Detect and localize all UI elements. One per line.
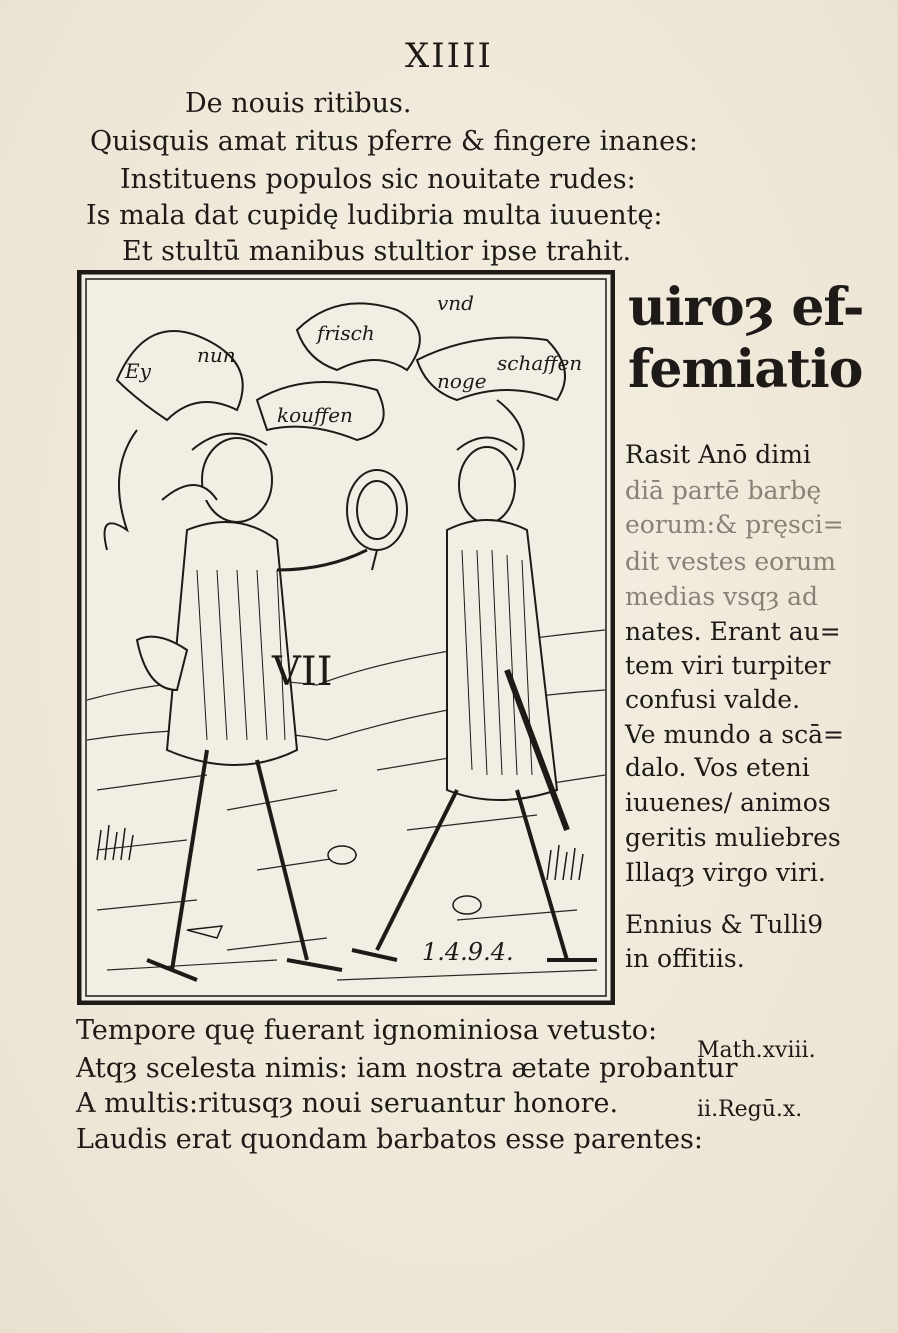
side-text-line: eorum:& pręsci= [625, 510, 844, 539]
side-text-line: Illaqȝ virgo viri. [625, 858, 826, 887]
side-text-line: dit vestes eorum [625, 547, 836, 576]
side-title: uiroȝ ef- [628, 277, 864, 338]
side-text-line: medias vsqȝ ad [625, 582, 819, 611]
side-text-line: iuuenes/ animos [625, 788, 831, 817]
folio-number: XIIII [405, 36, 493, 76]
verse-line: A multis:ritusqȝ noui seruantur honore. [76, 1088, 619, 1119]
scroll-text: frisch [317, 321, 375, 345]
side-text-line: confusi valde. [625, 685, 801, 714]
scroll-text: vnd [437, 291, 474, 315]
side-text-line: Ve mundo a scā= [625, 720, 844, 749]
scroll-text: kouffen [277, 403, 353, 427]
scroll-text: schaffen [497, 351, 583, 375]
side-text-line: tem viri turpiter [625, 651, 831, 680]
scroll-text: nun [197, 343, 236, 367]
verse-line: Laudis erat quondam barbatos esse parentes: [76, 1124, 703, 1155]
verse-line: Quisquis amat ritus pferre & fingere inanes: [90, 126, 699, 157]
woodcut-date: 1.4.9.4. [422, 938, 514, 966]
marginal-reference: Math.xviii. [697, 1038, 816, 1063]
side-citation: Ennius & Tulli9 [625, 910, 824, 939]
woodcut-illustration [77, 270, 615, 1005]
side-text-line: nates. Erant au= [625, 617, 841, 646]
side-text-line: diā partē barbę [625, 476, 822, 505]
verse-line: Instituens populos sic nouitate rudes: [120, 164, 636, 195]
verse-line: Atqȝ scelesta nimis: iam nostra ætate probantur [76, 1053, 738, 1084]
side-text-line: Rasit Anō dimi [625, 440, 811, 469]
woodcut-numeral: VII [272, 649, 333, 695]
side-text-line: dalo. Vos eteni [625, 753, 810, 782]
verse-line: Et stultū manibus stultior ipse trahit. [122, 236, 632, 267]
verse-line: Is mala dat cupidę ludibria multa iuuentę: [86, 200, 663, 231]
marginal-reference: ii.Regū.x. [697, 1097, 803, 1122]
scroll-text: Ey [125, 359, 151, 383]
side-citation: in offitiis. [625, 944, 745, 973]
verse-line: Tempore quę fuerant ignominiosa vetusto: [76, 1015, 658, 1046]
section-heading: De nouis ritibus. [185, 88, 412, 119]
side-title: femiatio [628, 339, 863, 400]
side-text-line: geritis muliebres [625, 823, 841, 852]
scroll-text: noge [437, 369, 487, 393]
